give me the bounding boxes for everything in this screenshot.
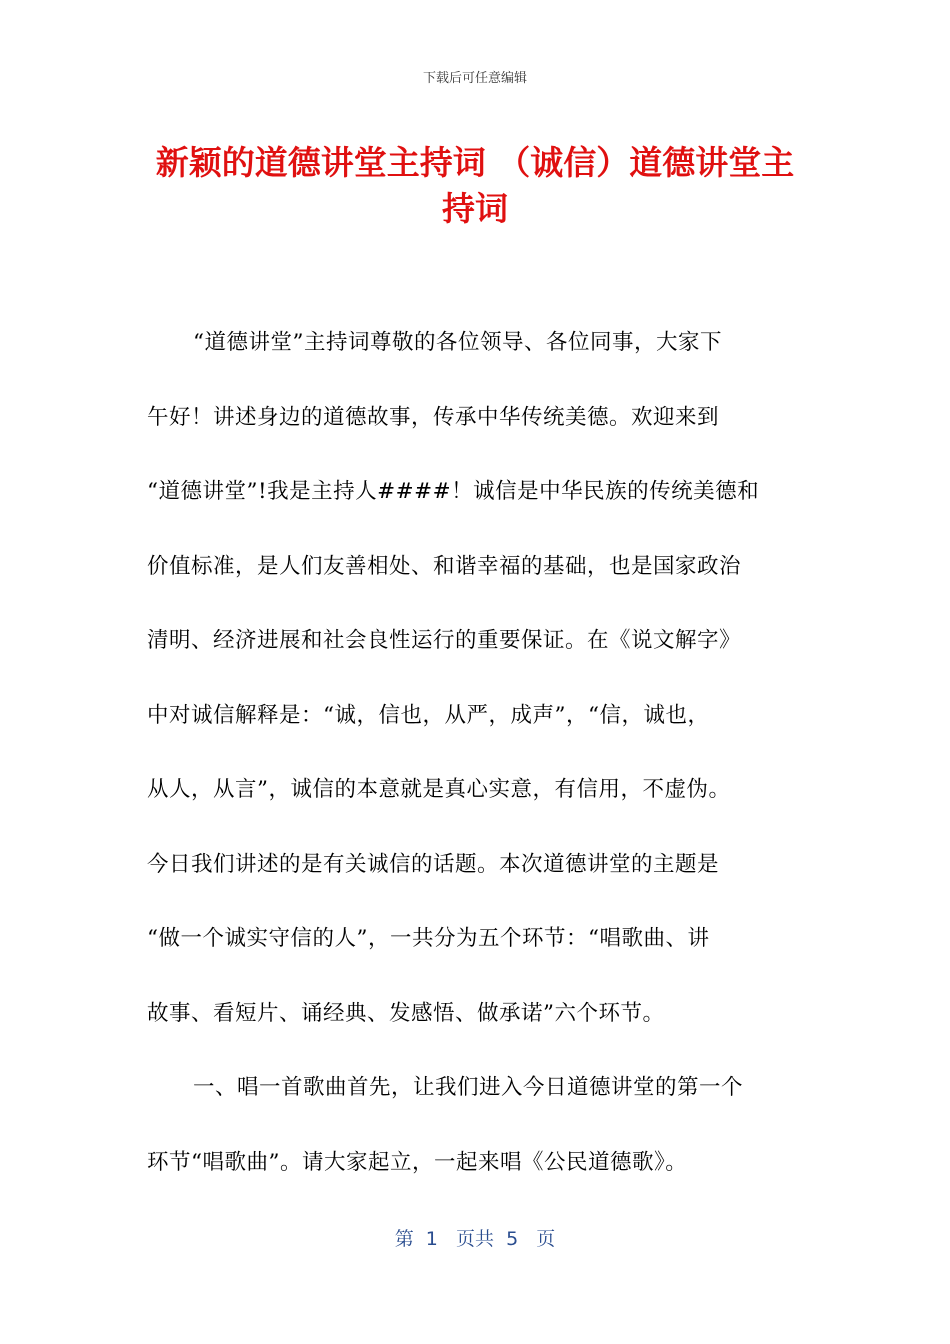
- paragraph-line: 从人，从言”，诚信的本意就是真心实意，有信用，不虚伪。: [147, 777, 731, 802]
- paragraph-line: 一、唱一首歌曲首先，让我们进入今日道德讲堂的第一个: [193, 1075, 744, 1100]
- paragraph-line: 午好！讲述身边的道德故事，传承中华传统美德。欢迎来到: [147, 404, 720, 430]
- title-line-2: 持词: [442, 189, 508, 228]
- paragraph-line: “道德讲堂”!我是主持人####！诚信是中华民族的传统美德和: [147, 479, 760, 504]
- page-number-footer: 第 1 页共 5 页: [394, 1228, 556, 1250]
- header-note: 下载后可任意编辑: [422, 71, 527, 86]
- paragraph-line: “做一个诚实守信的人”，一共分为五个环节：“唱歌曲、讲: [147, 926, 710, 951]
- paragraph-line: “道德讲堂”主持词尊敬的各位领导、各位同事，大家下: [193, 330, 722, 355]
- paragraph-line: 中对诚信解释是：“诚，信也，从严，成声”，“信，诚也，: [147, 702, 710, 728]
- document-body: [147, 318, 807, 1212]
- paragraph-line: 环节“唱歌曲”。请大家起立，一起来唱《公民道德歌》。: [147, 1149, 688, 1175]
- paragraph-line: 价值标准，是人们友善相处、和谐幸福的基础，也是国家政治: [147, 553, 742, 579]
- paragraph-line: 清明、经济进展和社会良性运行的重要保证。在《说文解字》: [147, 628, 742, 653]
- title-line-1: 新颖的道德讲堂主持词 （诚信）道德讲堂主: [155, 143, 795, 182]
- paragraph-line: 今日我们讲述的是有关诚信的话题。本次道德讲堂的主题是: [147, 851, 720, 877]
- paragraph-line: 故事、看短片、诵经典、发感悟、做承诺”六个环节。: [147, 1000, 665, 1026]
- document-title: [140, 140, 810, 232]
